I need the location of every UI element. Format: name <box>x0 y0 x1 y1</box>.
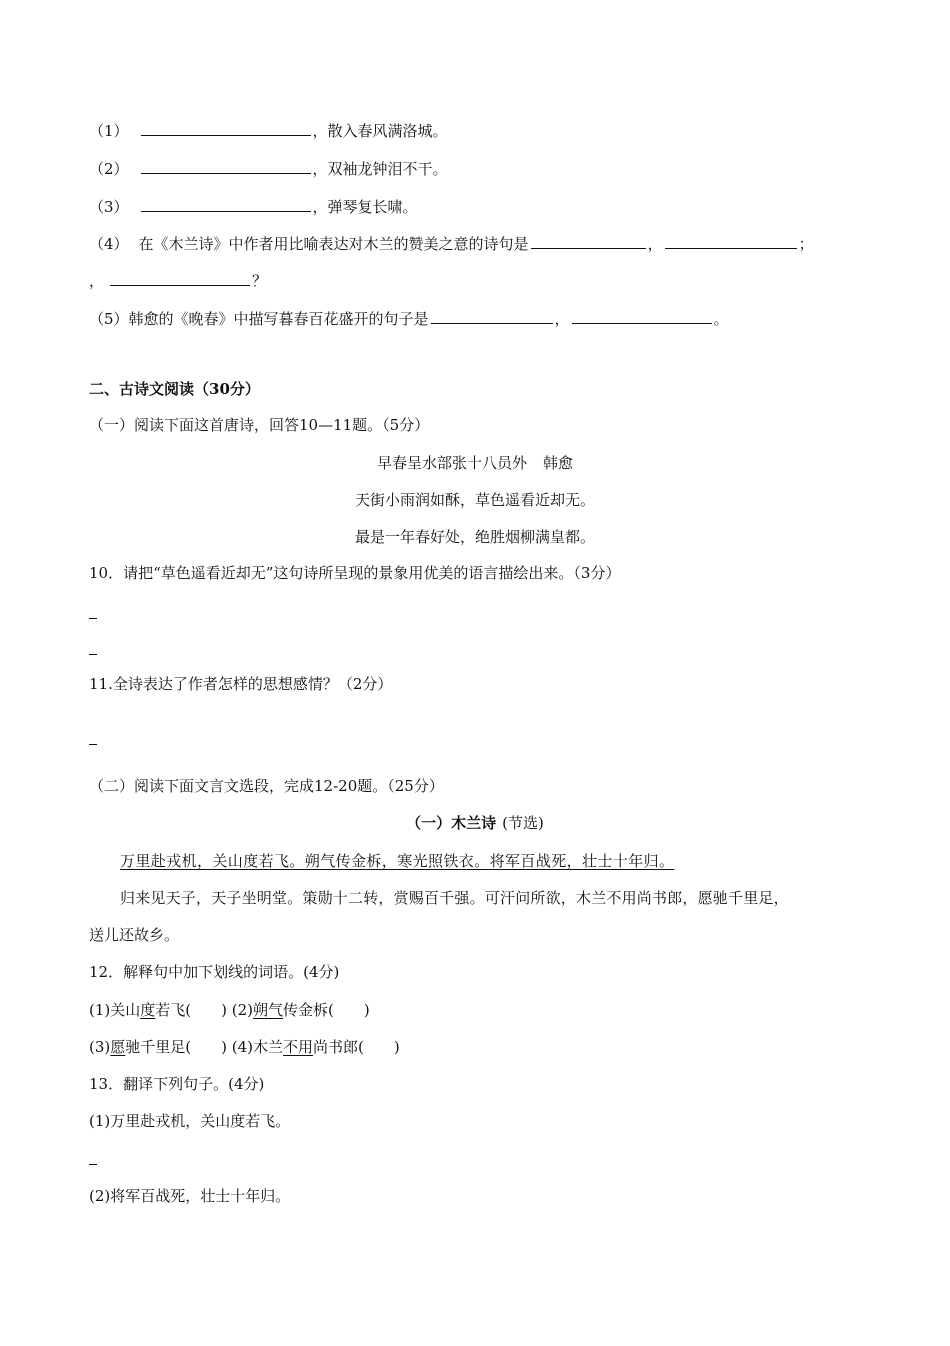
question-10: 10．请把“草色遥看近却无”这句诗所呈现的景象用优美的语言描绘出来。（3分） <box>89 564 621 582</box>
separator: ， <box>89 272 105 290</box>
question-text: ，散入春风满洛城。 <box>312 122 448 140</box>
question-text: （5）韩愈的《晚春》中描写暮春百花盛开的句子是 <box>89 310 429 328</box>
section-heading: 二、古诗文阅读（30分） <box>89 380 260 398</box>
passage-paragraph-continued: 送儿还故乡。 <box>89 926 180 944</box>
question-12-items-row <box>89 1037 400 1057</box>
underlined-word: 愿 <box>110 1038 126 1056</box>
passage-heading <box>0 813 950 833</box>
question-text: ，双袖龙钟泪不干。 <box>312 160 448 178</box>
item-text: 驰千里足( ) <box>125 1038 227 1056</box>
question-text: ，弹琴复长啸。 <box>312 198 418 216</box>
separator: ， <box>554 310 570 328</box>
answer-line[interactable] <box>89 654 97 655</box>
answer-blank[interactable] <box>665 233 797 249</box>
separator: ？ <box>252 272 268 290</box>
answer-blank[interactable] <box>141 158 311 174</box>
underlined-word: 度 <box>140 1001 156 1019</box>
question-number: （4） <box>89 235 129 253</box>
item-text: (3) <box>89 1038 111 1056</box>
item-text: 若飞( ) <box>155 1001 227 1019</box>
question-number: （3） <box>89 198 129 216</box>
underlined-word: 不用 <box>283 1038 314 1056</box>
underlined-word: 朔气 <box>253 1001 284 1019</box>
separator: ； <box>798 235 814 253</box>
passage-paragraph: 归来见天子，天子坐明堂。策勋十二转，赏赐百千强。可汗问所欲，木兰不用尚书郎，愿驰千里足， <box>120 889 789 907</box>
passage-paragraph: 万里赴戎机，关山度若飞。朔气传金柝，寒光照铁衣。将军百战死，壮士十年归。 <box>120 852 675 870</box>
fill-in-question-4-continued <box>89 270 267 291</box>
answer-blank[interactable] <box>431 308 553 324</box>
fill-in-question-4 <box>89 233 814 254</box>
poem-heading <box>0 453 950 473</box>
part-intro: （二）阅读下面文言文选段，完成12-20题。（25分） <box>89 777 444 795</box>
item-text: 尚书郎( ) <box>313 1038 400 1056</box>
question-11: 11.全诗表达了作者怎样的思想感情？（2分） <box>89 675 393 693</box>
item-text: 传金柝( ) <box>283 1001 370 1019</box>
question-12: 12．解释句中加下划线的词语。(4分) <box>89 963 340 981</box>
translate-sentence: (1)万里赴戎机，关山度若飞。 <box>89 1112 291 1130</box>
question-number: （1） <box>89 122 129 140</box>
question-12-items-row <box>89 1000 370 1020</box>
fill-in-question-3 <box>89 196 418 217</box>
item-text: (1)关山 <box>89 1001 141 1019</box>
item-text: (2) <box>231 1001 254 1019</box>
fill-in-question-5 <box>89 308 729 329</box>
answer-line[interactable] <box>89 618 97 619</box>
answer-line[interactable] <box>89 744 97 745</box>
fill-in-question-1 <box>89 120 448 141</box>
item-text: (4)木兰 <box>231 1038 284 1056</box>
question-13: 13．翻译下列句子。(4分) <box>89 1075 265 1093</box>
answer-blank[interactable] <box>141 120 311 136</box>
fill-in-question-2 <box>89 158 448 179</box>
poem-line: 天街小雨润如酥，草色遥看近却无。 <box>354 491 595 509</box>
part-intro: （一）阅读下面这首唐诗，回答10—11题。（5分） <box>89 416 430 434</box>
translate-sentence: (2)将军百战死，壮士十年归。 <box>89 1187 291 1205</box>
answer-line[interactable] <box>89 1164 97 1165</box>
answer-blank[interactable] <box>531 233 646 249</box>
answer-blank[interactable] <box>110 270 250 286</box>
question-number: （2） <box>89 160 129 178</box>
separator: ， <box>647 235 663 253</box>
answer-blank[interactable] <box>572 308 712 324</box>
poem-title: 早春呈水部张十八员外 <box>376 454 527 472</box>
poem-line: 最是一年春好处，绝胜烟柳满皇都。 <box>354 528 595 546</box>
poem-author: 韩愈 <box>543 454 574 472</box>
passage-title: （一）木兰诗 <box>406 814 497 832</box>
separator: 。 <box>713 310 729 328</box>
answer-blank[interactable] <box>141 196 311 212</box>
passage-note: (节选) <box>502 814 544 832</box>
question-text: 在《木兰诗》中作者用比喻表达对木兰的赞美之意的诗句是 <box>138 235 529 253</box>
